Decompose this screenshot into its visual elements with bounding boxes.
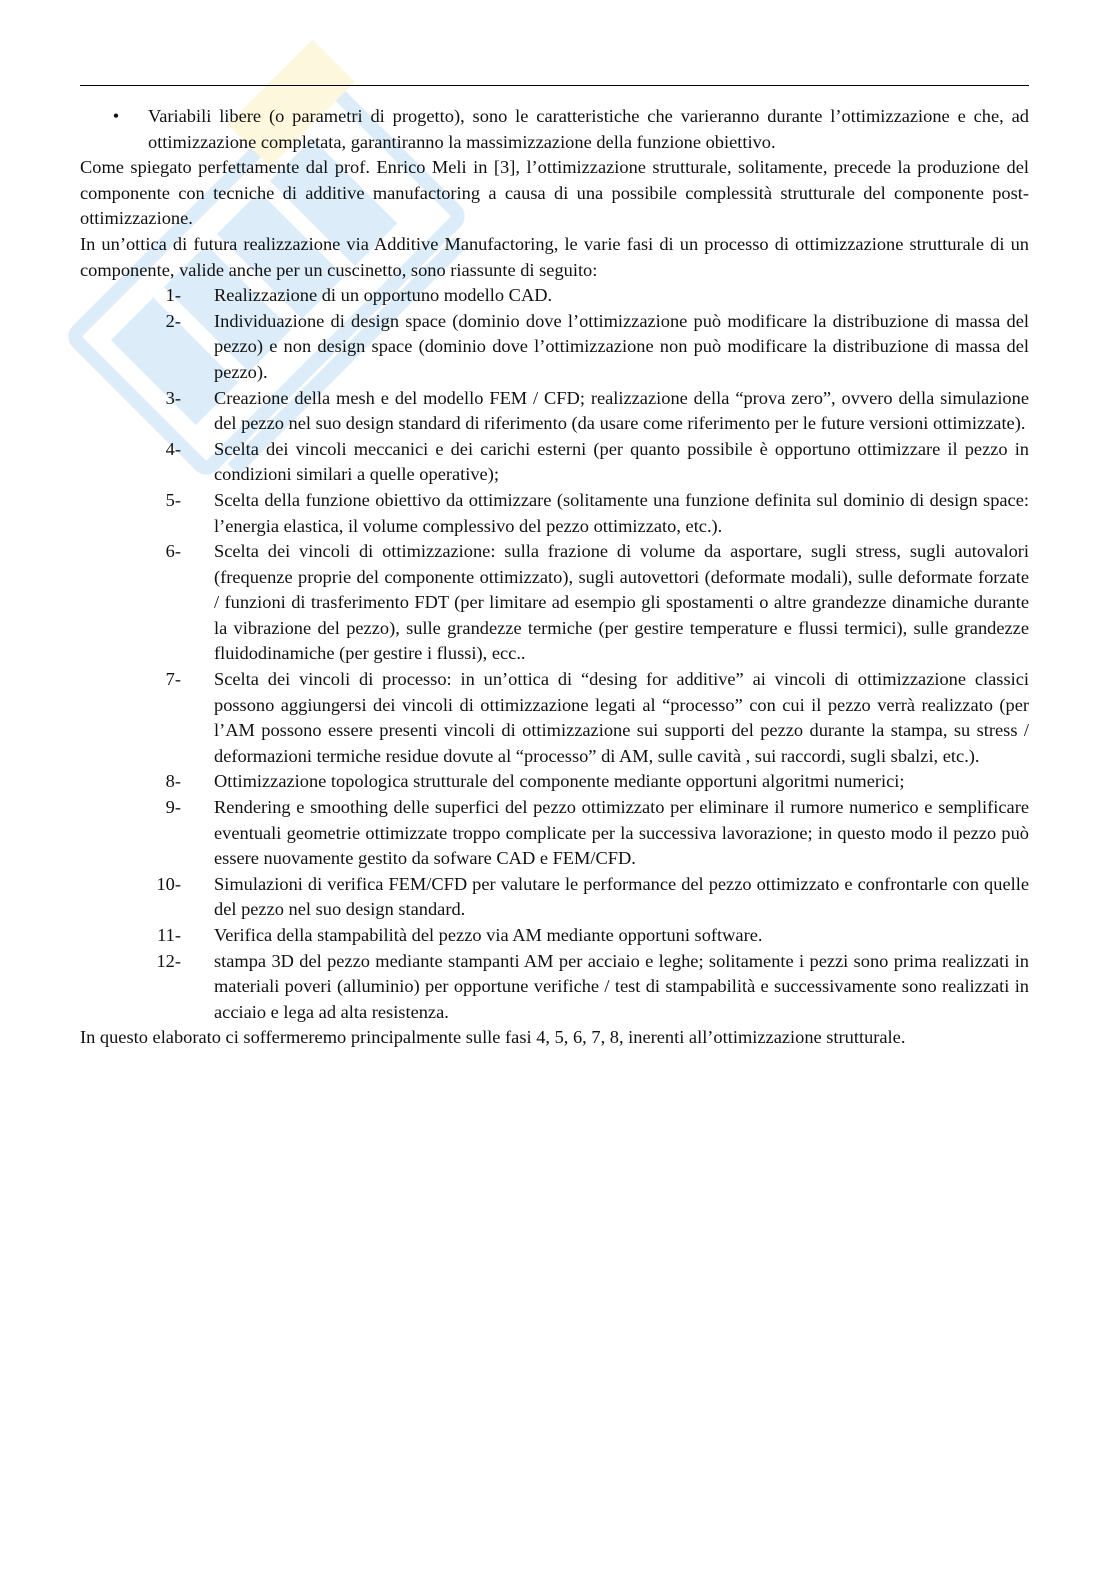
list-item-text: Simulazioni di verifica FEM/CFD per valutare le performance del pezzo ottimizzato e confrontarle con quelle del pezzo nel suo design standard. [214, 873, 1029, 920]
paragraph-conclusion: In questo elaborato ci soffermeremo principalmente sulle fasi 4, 5, 6, 7, 8, inerenti all’ottimizzazione strutturale. [80, 1027, 906, 1048]
list-item-number: 10- [156, 873, 181, 894]
paragraph-intro: Come spiegato perfettamente dal prof. Enrico Meli in [3], l’ottimizzazione strutturale, solitamente, precede la produzione del componente con tecniche di additive manufactoring a causa di una possibile complessità strutturale del componente post-ottimizzazione. [80, 157, 1029, 229]
list-item-text: Ottimizzazione topologica strutturale del componente mediante opportuni algoritmi numerici; [214, 771, 905, 792]
bullet-item [80, 104, 1029, 155]
list-item-number: 4- [165, 438, 181, 459]
list-item [80, 488, 1029, 539]
phases-list [80, 283, 1029, 1025]
list-item-text: Creazione della mesh e del modello FEM / CFD; realizzazione della “prova zero”, ovvero della simulazione del pezzo nel suo design standard di riferimento (da usare come riferimento per le future versioni ottimizzate). [214, 387, 1029, 434]
bullet-text: Variabili libere (o parametri di progetto), sono le caratteristiche che varieranno durante l’ottimizzazione e che, ad ottimizzazione completata, garantiranno la massimizzazione della funzione obiettivo. [148, 106, 1029, 152]
list-item-text: Realizzazione di un opportuno modello CAD. [214, 285, 553, 306]
list-item-number: 5- [165, 489, 181, 510]
list-item-text: Rendering e smoothing delle superfici del pezzo ottimizzato per eliminare il rumore numerico e semplificare eventuali geometrie ottimizzate troppo complicate per la successiva lavorazione; in questo modo il pezzo può essere nuovamente gestito da sofware CAD e FEM/CFD. [214, 797, 1029, 869]
list-item-number: 12- [156, 950, 181, 971]
list-item-text: Scelta dei vincoli di processo: in un’ottica di “desing for additive” ai vincoli di ottimizzazione classici possono aggiungersi dei vincoli di ottimizzazione legati al “processo” con cui il pezzo verrà realizzato (per l’AM possono essere presenti vincoli di ottimizzazione sui supporti del pezzo durante la stampa, su stress / deformazioni termiche residue dovute al “processo” di AM, sulle cavità , sui raccordi, sugli sbalzi, etc.). [214, 669, 1029, 766]
list-item [80, 872, 1029, 923]
list-item [80, 667, 1029, 769]
list-item-number: 2- [165, 310, 181, 331]
list-item [80, 539, 1029, 667]
list-item-text: Scelta dei vincoli meccanici e dei carichi esterni (per quanto possibile è opportuno ottimizzare il pezzo in condizioni similari a quelle operative); [214, 438, 1029, 485]
list-item [80, 309, 1029, 386]
list-item-text: stampa 3D del pezzo mediante stampanti AM per acciaio e leghe; solitamente i pezzi sono prima realizzati in materiali poveri (alluminio) per opportune verifiche / test di stampabilità e successivamente sono realizzati in acciaio e lega ad alta resistenza. [214, 950, 1029, 1022]
list-item [80, 283, 1029, 309]
list-item-text: Verifica della stampabilità del pezzo via AM mediante opportuni software. [214, 925, 763, 945]
bullet-dot-icon: • [112, 106, 120, 126]
list-item-number: 9- [165, 797, 181, 818]
list-item [80, 437, 1029, 488]
header-rule [80, 85, 1029, 86]
list-item-number: 11- [157, 925, 181, 945]
list-item-number: 8- [165, 771, 181, 792]
document-body [80, 104, 1029, 1051]
list-item-number: 7- [165, 669, 181, 690]
list-item [80, 769, 1029, 795]
list-item-number: 6- [165, 541, 181, 562]
paragraph-phases: In un’ottica di futura realizzazione via Additive Manufactoring, le varie fasi di un processo di ottimizzazione strutturale di un componente, valide anche per un cuscinetto, sono riassunte di seguito: [80, 233, 1029, 280]
list-item [80, 923, 1029, 949]
list-item [80, 949, 1029, 1026]
list-item-text: Scelta dei vincoli di ottimizzazione: sulla frazione di volume da asportare, sugli stress, sugli autovalori (frequenze proprie del componente ottimizzato), sugli autovettori (deformate modali), sulle deformate forzate / funzioni di trasferimento FDT (per limitare ad esempio gli spostamenti o altre grandezze dinamiche durante la vibrazione del pezzo), sulle grandezze termiche (per gestire temperature e flussi termici), sulle grandezze fluidodinamiche (per gestire i flussi), ecc.. [214, 541, 1029, 664]
list-item-text: Individuazione di design space (dominio dove l’ottimizzazione può modificare la distribuzione di massa del pezzo) e non design space (dominio dove l’ottimizzazione non può modificare la distribuzione di massa del pezzo). [214, 310, 1029, 382]
list-item-number: 3- [165, 387, 181, 408]
list-item-number: 1- [165, 285, 181, 306]
list-item-text: Scelta della funzione obiettivo da ottimizzare (solitamente una funzione definita sul dominio di design space: l’energia elastica, il volume complessivo del pezzo ottimizzato, etc.). [214, 489, 1029, 536]
list-item [80, 386, 1029, 437]
list-item [80, 795, 1029, 872]
